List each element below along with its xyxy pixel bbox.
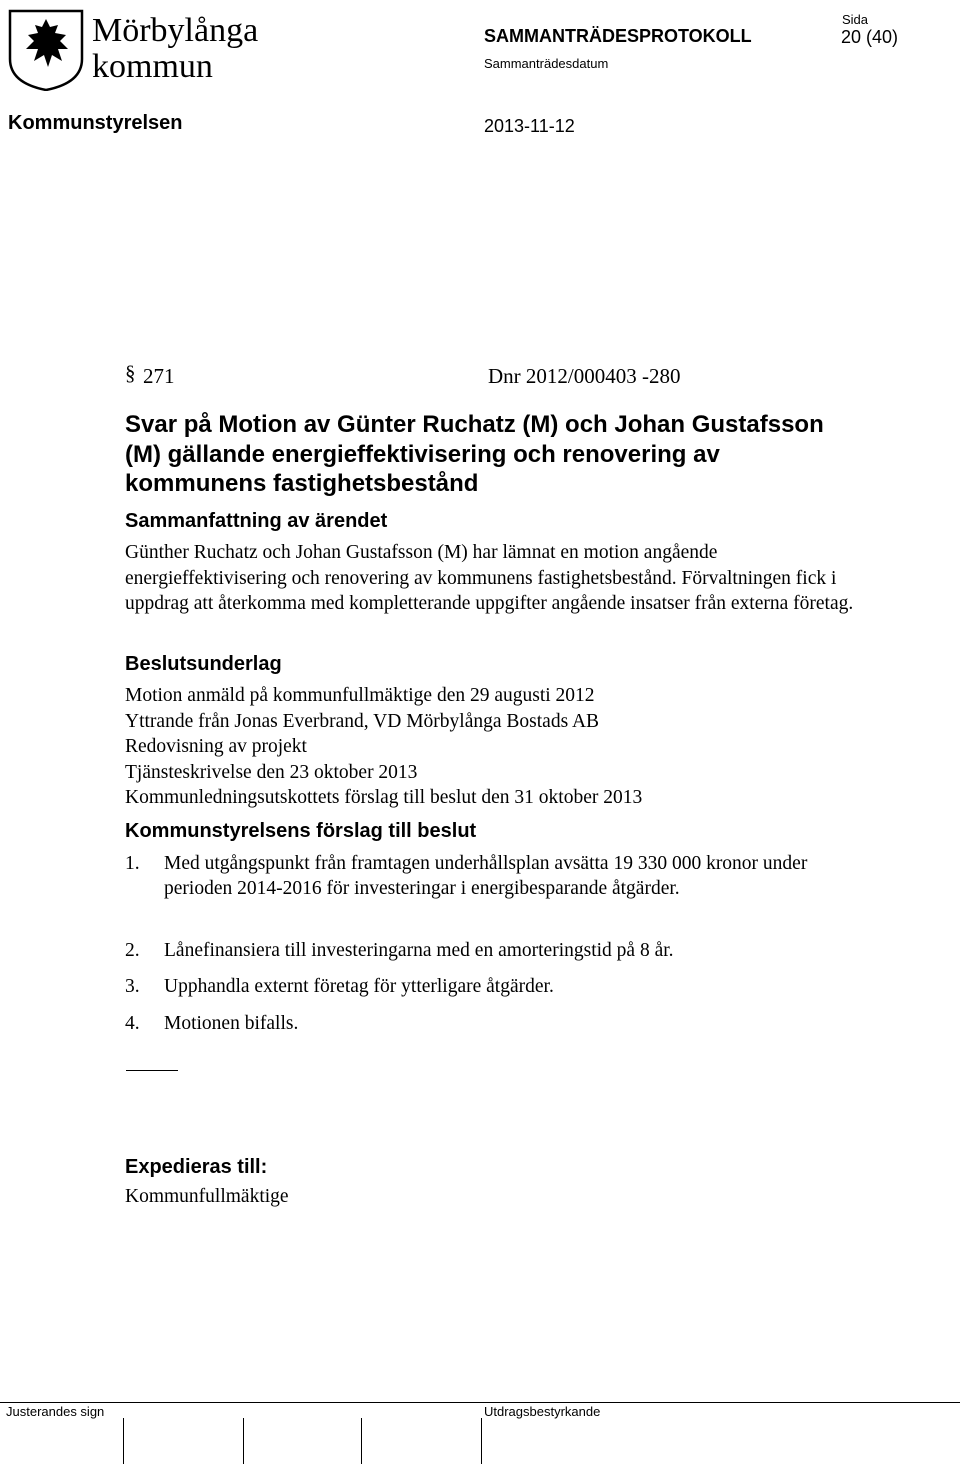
case-title: Svar på Motion av Günter Ruchatz (M) och Johan Gustafsson (M) gällande energieffektivisering och renovering av kommunens fastighetsbestånd <box>125 411 824 497</box>
meeting-date: 2013-11-12 <box>484 116 575 136</box>
proposal-item-number: 4. <box>125 1013 140 1034</box>
proposal-heading: Kommunstyrelsens förslag till beslut <box>125 820 477 842</box>
proposal-item-text: Med utgångspunkt från framtagen underhållsplan avsätta 19 330 000 kronor under perioden 2014-2016 för investeringar i energibesparande åtgärder. <box>164 853 808 900</box>
proposal-item-number: 2. <box>125 940 140 961</box>
proposal-item-text: Motionen bifalls. <box>164 1013 299 1034</box>
board-name: Kommunstyrelsen <box>8 112 183 134</box>
section-end-rule <box>126 1070 178 1071</box>
page-label: Sida <box>842 12 869 27</box>
page-number: 20 (40) <box>841 27 899 47</box>
logo-text-line2: kommun <box>92 48 213 85</box>
proposal-item-text: Upphandla externt företag för ytterligare åtgärder. <box>164 976 554 997</box>
decision-basis-heading: Beslutsunderlag <box>125 653 282 675</box>
decision-basis-item: Tjänsteskrivelse den 23 oktober 2013 <box>125 761 418 783</box>
extract-certification-label: Utdragsbestyrkande <box>484 1404 601 1419</box>
logo-text-line1: Mörbylånga <box>92 12 259 49</box>
section-sign: § <box>125 361 136 385</box>
proposal-item-text: Lånefinansiera till investeringarna med en amorteringstid på 8 år. <box>164 940 674 961</box>
signature-cell-divider <box>123 1418 124 1464</box>
expedition-heading: Expedieras till: <box>125 1156 268 1178</box>
decision-basis-item: Kommunledningsutskottets förslag till beslut den 31 oktober 2013 <box>125 787 643 809</box>
proposal-item-number: 1. <box>125 853 140 874</box>
diary-number: Dnr 2012/000403 -280 <box>488 364 681 388</box>
summary-text: Günther Ruchatz och Johan Gustafsson (M) har lämnat en motion angående energieffektivisering och renovering av kommunens fastighetsbestånd. Förvaltningen fick i uppdrag att återkomma med kompletterande uppgifter angående insatser från externa företag. <box>125 542 854 614</box>
signature-cell-divider <box>361 1418 362 1464</box>
decision-basis-item: Yttrande från Jonas Everbrand, VD Mörbylånga Bostads AB <box>125 710 600 732</box>
meeting-date-label: Sammanträdesdatum <box>484 56 609 71</box>
municipal-crest-icon <box>8 5 268 91</box>
document-type: SAMMANTRÄDESPROTOKOLL <box>484 26 752 46</box>
decision-basis-list <box>125 683 642 811</box>
municipality-logo <box>8 5 268 91</box>
footer-rule <box>0 1402 960 1403</box>
proposal-item-number: 3. <box>125 976 140 997</box>
summary-heading: Sammanfattning av ärendet <box>125 510 388 532</box>
paragraph-number: 271 <box>143 364 175 388</box>
decision-basis-item: Motion anmäld på kommunfullmäktige den 29 augusti 2012 <box>125 685 595 706</box>
signature-cell-divider <box>243 1418 244 1464</box>
decision-basis-item: Redovisning av projekt <box>125 736 307 758</box>
adjuster-sign-label: Justerandes sign <box>6 1404 105 1419</box>
signature-cell-divider <box>481 1418 482 1464</box>
expedition-recipient: Kommunfullmäktige <box>125 1186 289 1207</box>
